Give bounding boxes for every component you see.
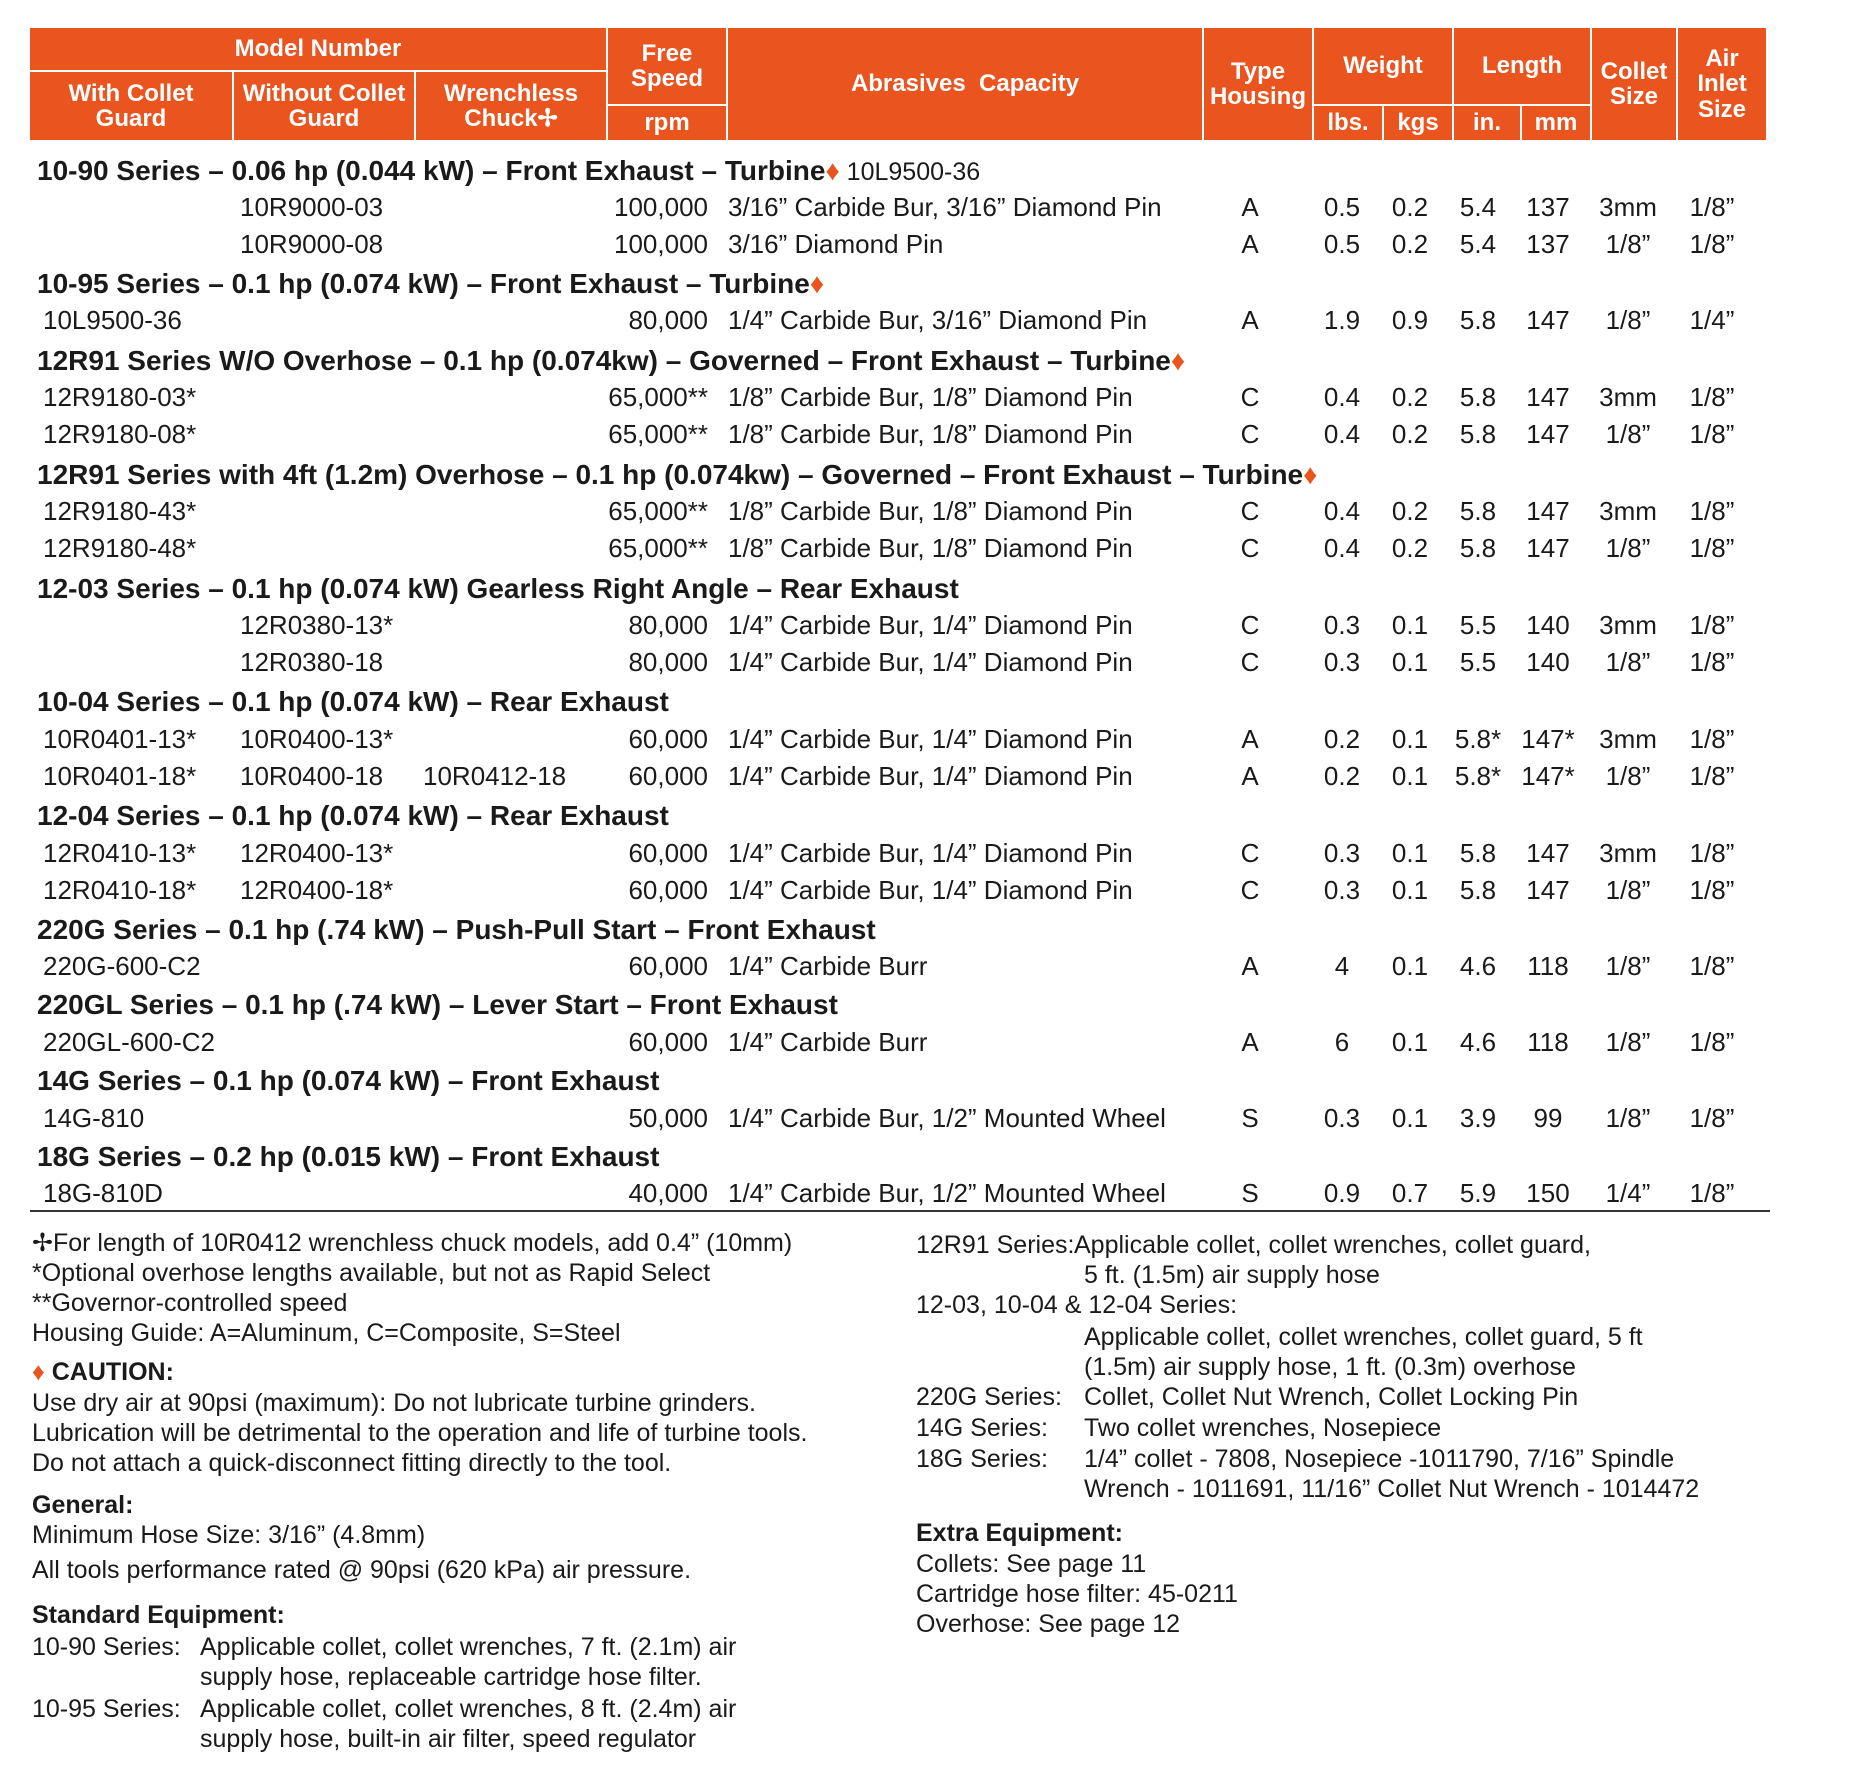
cell-collet: 3mm <box>1599 724 1657 754</box>
cell-without: 12R0400-13* <box>240 838 394 868</box>
cell-abrasives: 1/8” Carbide Bur, 1/8” Diamond Pin <box>728 533 1133 563</box>
cell-housing: A <box>1241 305 1259 335</box>
cell-without: 10R9000-03 <box>240 192 384 222</box>
general-heading: General: <box>32 1491 134 1519</box>
cell-abrasives: 3/16” Diamond Pin <box>728 229 944 259</box>
series-title: 14G Series – 0.1 hp (0.074 kW) – Front Exhaust <box>37 1065 660 1096</box>
cell-in: 4.6 <box>1459 951 1497 981</box>
cell-collet: 3mm <box>1599 382 1657 412</box>
cell-mm: 147 <box>1526 382 1570 412</box>
std-label: 10-90 Series: <box>32 1633 181 1661</box>
cell-speed: 65,000** <box>608 533 708 563</box>
cell-with: 12R9180-08* <box>43 419 197 449</box>
cell-collet: 1/8” <box>1605 761 1651 791</box>
cell-kgs: 0.1 <box>1391 647 1429 677</box>
cell-air: 1/8” <box>1689 875 1735 905</box>
cell-lbs: 1.9 <box>1323 305 1361 335</box>
std-label: 12-03, 10-04 & 12-04 Series: <box>916 1291 1238 1319</box>
cell-kgs: 0.1 <box>1391 724 1429 754</box>
cell-in: 5.8 <box>1459 419 1497 449</box>
cell-air: 1/8” <box>1689 610 1735 640</box>
cell-collet: 1/8” <box>1605 647 1651 677</box>
caution-line: Do not attach a quick-disconnect fitting directly to the tool. <box>32 1449 672 1477</box>
std-text: supply hose, replaceable cartridge hose filter. <box>200 1663 702 1691</box>
cell-lbs: 0.2 <box>1323 724 1361 754</box>
cell-air: 1/8” <box>1689 419 1735 449</box>
diamond-icon: ♦ <box>1170 345 1186 376</box>
caution-line: Use dry air at 90psi (maximum): Do not lubricate turbine grinders. <box>32 1389 756 1417</box>
table-row <box>0 229 1849 265</box>
header-free-speed: Free Speed <box>608 28 726 104</box>
note-overhose: *Optional overhose lengths available, but not as Rapid Select <box>32 1259 711 1287</box>
note-governor: **Governor-controlled speed <box>32 1289 348 1317</box>
header-abrasives-capacity: Abrasives Capacity <box>728 28 1202 140</box>
diamond-icon: ♦ <box>32 1358 45 1386</box>
cell-abrasives: 1/4” Carbide Burr <box>728 1027 928 1057</box>
header-mm: mm <box>1522 106 1590 140</box>
cell-abrasives: 1/4” Carbide Bur, 1/4” Diamond Pin <box>728 647 1133 677</box>
cell-in: 5.5 <box>1459 647 1497 677</box>
table-row <box>0 761 1849 797</box>
general-line: All tools performance rated @ 90psi (620 kPa) air pressure. <box>32 1556 692 1584</box>
cell-collet: 3mm <box>1599 838 1657 868</box>
series-title: 220G Series – 0.1 hp (.74 kW) – Push-Pull Start – Front Exhaust <box>37 914 876 945</box>
cell-collet: 1/4” <box>1605 1178 1651 1208</box>
cell-housing: A <box>1241 1027 1259 1057</box>
cell-collet: 1/8” <box>1605 875 1651 905</box>
series-title: 10-90 Series – 0.06 hp (0.044 kW) – Front Exhaust – Turbine♦ 10L9500-36 <box>37 155 981 186</box>
cell-housing: C <box>1240 647 1260 677</box>
cell-with: 12R9180-48* <box>43 533 197 563</box>
cell-with: 10L9500-36 <box>43 305 182 335</box>
cell-air: 1/8” <box>1689 1178 1735 1208</box>
series-title: 12R91 Series W/O Overhose – 0.1 hp (0.074kw) – Governed – Front Exhaust – Turbine♦ <box>37 345 1186 376</box>
standard-equipment-heading: Standard Equipment: <box>32 1601 285 1629</box>
std-text: Applicable collet, collet wrenches, collet guard, 5 ft <box>1084 1323 1643 1351</box>
cell-speed: 100,000 <box>614 192 708 222</box>
cell-collet: 3mm <box>1599 192 1657 222</box>
cell-housing: A <box>1241 192 1259 222</box>
cell-speed: 40,000 <box>628 1178 708 1208</box>
cell-abrasives: 3/16” Carbide Bur, 3/16” Diamond Pin <box>728 192 1162 222</box>
cell-abrasives: 1/4” Carbide Bur, 1/4” Diamond Pin <box>728 838 1133 868</box>
cell-abrasives: 1/4” Carbide Bur, 1/2” Mounted Wheel <box>728 1178 1166 1208</box>
table-row <box>0 610 1849 646</box>
cell-collet: 3mm <box>1599 496 1657 526</box>
cell-with: 220G-600-C2 <box>43 951 201 981</box>
cell-kgs: 0.1 <box>1391 951 1429 981</box>
std-label: 14G Series: <box>916 1414 1049 1442</box>
cell-in: 5.8 <box>1459 382 1497 412</box>
header-with-collet-guard: With Collet Guard <box>30 72 232 140</box>
caution-line: Lubrication will be detrimental to the operation and life of turbine tools. <box>32 1419 808 1447</box>
cell-mm: 118 <box>1527 951 1569 981</box>
series-title: 18G Series – 0.2 hp (0.015 kW) – Front Exhaust <box>37 1141 660 1172</box>
cell-speed: 65,000** <box>608 496 708 526</box>
diamond-icon: ♦ <box>825 155 840 186</box>
std-text: 1/4” collet - 7808, Nosepiece -1011790, 7/16” Spindle <box>1084 1445 1675 1473</box>
cell-air: 1/8” <box>1689 951 1735 981</box>
cell-housing: C <box>1240 838 1260 868</box>
cell-kgs: 0.2 <box>1391 533 1429 563</box>
std-label: 220G Series: <box>916 1383 1062 1411</box>
cell-in: 5.9 <box>1459 1178 1497 1208</box>
cell-mm: 147 <box>1526 419 1570 449</box>
cell-lbs: 0.3 <box>1323 875 1361 905</box>
std-text: Two collet wrenches, Nosepiece <box>1084 1414 1442 1442</box>
cell-abrasives: 1/4” Carbide Bur, 3/16” Diamond Pin <box>728 305 1148 335</box>
cell-in: 5.8* <box>1454 761 1502 791</box>
cell-housing: C <box>1240 875 1260 905</box>
cell-in: 4.6 <box>1459 1027 1497 1057</box>
cell-air: 1/8” <box>1689 1027 1735 1057</box>
cell-speed: 65,000** <box>608 382 708 412</box>
header-lbs: lbs. <box>1314 106 1382 140</box>
cell-in: 5.8 <box>1459 838 1497 868</box>
cell-with: 12R9180-03* <box>43 382 197 412</box>
cell-collet: 1/8” <box>1605 1103 1651 1133</box>
table-row <box>0 647 1849 683</box>
cell-in: 5.4 <box>1459 229 1497 259</box>
cell-speed: 60,000 <box>628 951 708 981</box>
note-housing-guide: Housing Guide: A=Aluminum, C=Composite, S=Steel <box>32 1319 621 1347</box>
std-label: 18G Series: <box>916 1445 1049 1473</box>
cell-housing: C <box>1240 610 1260 640</box>
cell-mm: 137 <box>1526 229 1570 259</box>
cell-with: 14G-810 <box>43 1103 145 1133</box>
cell-mm: 147 <box>1526 875 1570 905</box>
cell-kgs: 0.1 <box>1391 1103 1429 1133</box>
cell-with: 10R0401-18* <box>43 761 197 791</box>
cell-lbs: 0.4 <box>1323 533 1361 563</box>
cell-air: 1/8” <box>1689 229 1735 259</box>
series-title: 10-04 Series – 0.1 hp (0.074 kW) – Rear Exhaust <box>37 686 669 717</box>
cell-speed: 80,000 <box>628 647 708 677</box>
table-row <box>0 1027 1849 1063</box>
cell-air: 1/8” <box>1689 647 1735 677</box>
std-text: Applicable collet, collet wrenches, 7 ft. (2.1m) air <box>200 1633 737 1661</box>
std-text: Wrench - 1011691, 11/16” Collet Nut Wrench - 1014472 <box>1084 1475 1700 1503</box>
cell-collet: 1/8” <box>1605 229 1651 259</box>
cell-kgs: 0.1 <box>1391 610 1429 640</box>
cell-speed: 50,000 <box>628 1103 708 1133</box>
cell-mm: 118 <box>1527 1027 1569 1057</box>
cell-mm: 99 <box>1533 1103 1563 1133</box>
table-row <box>0 1103 1849 1139</box>
cell-collet: 1/8” <box>1605 419 1651 449</box>
series-title: 12-03 Series – 0.1 hp (0.074 kW) Gearless Right Angle – Rear Exhaust <box>37 573 959 604</box>
std-text: Applicable collet, collet wrenches, collet guard, <box>1074 1231 1591 1259</box>
extra-line: Overhose: See page 12 <box>916 1610 1181 1638</box>
cell-lbs: 0.4 <box>1323 496 1361 526</box>
cell-kgs: 0.2 <box>1391 382 1429 412</box>
std-text: Collet, Collet Nut Wrench, Collet Locking Pin <box>1084 1383 1579 1411</box>
series-title: 12R91 Series with 4ft (1.2m) Overhose – 0.1 hp (0.074kw) – Governed – Front Exhaust – Turbine♦ <box>37 459 1318 490</box>
table-row <box>0 875 1849 911</box>
cell-without: 12R0400-18* <box>240 875 394 905</box>
cell-kgs: 0.2 <box>1391 419 1429 449</box>
page-link[interactable]: 12 <box>1152 1610 1181 1638</box>
cell-mm: 140 <box>1526 647 1570 677</box>
table-row <box>0 951 1849 987</box>
cell-lbs: 0.3 <box>1323 647 1361 677</box>
cell-with: 12R0410-13* <box>43 838 197 868</box>
cell-abrasives: 1/4” Carbide Bur, 1/2” Mounted Wheel <box>728 1103 1166 1133</box>
cell-air: 1/8” <box>1689 838 1735 868</box>
cell-in: 5.8 <box>1459 533 1497 563</box>
cell-air: 1/8” <box>1689 761 1735 791</box>
header-type-housing: Type Housing <box>1204 28 1312 140</box>
table-row <box>0 724 1849 760</box>
cell-in: 5.8 <box>1459 875 1497 905</box>
cell-kgs: 0.7 <box>1391 1178 1429 1208</box>
diamond-icon: ♦ <box>809 268 825 299</box>
cell-speed: 100,000 <box>614 229 708 259</box>
cell-collet: 3mm <box>1599 610 1657 640</box>
extra-line: Collets: See page 11 <box>916 1550 1147 1578</box>
header-kgs: kgs <box>1384 106 1452 140</box>
cell-collet: 1/8” <box>1605 1027 1651 1057</box>
cell-without: 12R0380-13* <box>240 610 394 640</box>
header-without-collet-guard: Without Collet Guard <box>234 72 414 140</box>
cell-housing: S <box>1241 1178 1259 1208</box>
cell-kgs: 0.1 <box>1391 1027 1429 1057</box>
cell-speed: 60,000 <box>628 1027 708 1057</box>
cell-without: 12R0380-18 <box>240 647 384 677</box>
cell-housing: C <box>1240 496 1260 526</box>
cell-abrasives: 1/8” Carbide Bur, 1/8” Diamond Pin <box>728 382 1133 412</box>
cell-abrasives: 1/4” Carbide Bur, 1/4” Diamond Pin <box>728 875 1133 905</box>
cell-mm: 147* <box>1521 724 1575 754</box>
caution-heading: ♦ CAUTION: <box>32 1358 174 1386</box>
cell-air: 1/4” <box>1689 305 1735 335</box>
std-label: 10-95 Series: <box>32 1695 181 1723</box>
cell-lbs: 0.5 <box>1323 192 1361 222</box>
cell-air: 1/8” <box>1689 724 1735 754</box>
cell-without: 10R0400-13* <box>240 724 394 754</box>
cell-lbs: 0.3 <box>1323 610 1361 640</box>
cell-mm: 147 <box>1526 533 1570 563</box>
cell-in: 5.5 <box>1459 610 1497 640</box>
cell-lbs: 0.9 <box>1323 1178 1361 1208</box>
std-label: 12R91 Series: <box>916 1231 1075 1259</box>
table-row <box>0 419 1849 455</box>
cell-speed: 60,000 <box>628 724 708 754</box>
cell-housing: A <box>1241 724 1259 754</box>
cell-kgs: 0.1 <box>1391 875 1429 905</box>
std-text: 5 ft. (1.5m) air supply hose <box>1084 1261 1380 1289</box>
table-row <box>0 1178 1849 1214</box>
cell-air: 1/8” <box>1689 1103 1735 1133</box>
cell-abrasives: 1/4” Carbide Bur, 1/4” Diamond Pin <box>728 724 1133 754</box>
cell-speed: 80,000 <box>628 610 708 640</box>
cell-speed: 80,000 <box>628 305 708 335</box>
series-title: 12-04 Series – 0.1 hp (0.074 kW) – Rear Exhaust <box>37 800 669 831</box>
cell-abrasives: 1/8” Carbide Bur, 1/8” Diamond Pin <box>728 419 1133 449</box>
cell-air: 1/8” <box>1689 382 1735 412</box>
cell-lbs: 6 <box>1334 1027 1350 1057</box>
cell-air: 1/8” <box>1689 533 1735 563</box>
series-title: 220GL Series – 0.1 hp (.74 kW) – Lever Start – Front Exhaust <box>37 989 838 1020</box>
header-model-number: Model Number <box>30 28 606 70</box>
cell-with: 18G-810D <box>43 1178 163 1208</box>
cell-mm: 147 <box>1526 305 1570 335</box>
cell-kgs: 0.2 <box>1391 229 1429 259</box>
header-rpm: rpm <box>608 106 726 140</box>
divider <box>30 1210 1770 1212</box>
cell-lbs: 0.4 <box>1323 419 1361 449</box>
header-length: Length <box>1454 28 1590 104</box>
cell-speed: 60,000 <box>628 838 708 868</box>
header-weight: Weight <box>1314 28 1452 104</box>
cell-mm: 147* <box>1521 761 1575 791</box>
std-text: (1.5m) air supply hose, 1 ft. (0.3m) overhose <box>1084 1353 1576 1381</box>
header-collet-size: Collet Size <box>1592 28 1676 140</box>
cell-lbs: 4 <box>1334 951 1350 981</box>
cell-kgs: 0.1 <box>1391 838 1429 868</box>
cell-speed: 60,000 <box>628 761 708 791</box>
cell-abrasives: 1/4” Carbide Bur, 1/4” Diamond Pin <box>728 761 1133 791</box>
cell-housing: A <box>1241 229 1259 259</box>
cell-kgs: 0.9 <box>1391 305 1429 335</box>
cell-without: 10R0400-18 <box>240 761 384 791</box>
cell-mm: 147 <box>1526 838 1570 868</box>
cell-abrasives: 1/8” Carbide Bur, 1/8” Diamond Pin <box>728 496 1133 526</box>
cell-in: 5.4 <box>1459 192 1497 222</box>
table-row <box>0 838 1849 874</box>
cell-collet: 1/8” <box>1605 305 1651 335</box>
cell-housing: C <box>1240 382 1260 412</box>
cell-mm: 150 <box>1526 1178 1570 1208</box>
cell-in: 5.8 <box>1459 496 1497 526</box>
cell-kgs: 0.2 <box>1391 496 1429 526</box>
cell-with: 220GL-600-C2 <box>43 1027 215 1057</box>
cell-with: 10R0401-13* <box>43 724 197 754</box>
cell-housing: A <box>1241 761 1259 791</box>
table-row <box>0 305 1849 341</box>
note-wrenchless: ✢For length of 10R0412 wrenchless chuck models, add 0.4” (10mm) <box>32 1229 793 1257</box>
cell-with: 12R0410-18* <box>43 875 197 905</box>
cell-air: 1/8” <box>1689 192 1735 222</box>
cell-collet: 1/8” <box>1605 951 1651 981</box>
cell-in: 5.8* <box>1454 724 1502 754</box>
extra-line: Cartridge hose filter: 45-0211 <box>916 1580 1238 1608</box>
diamond-icon: ♦ <box>1303 459 1318 490</box>
cell-abrasives: 1/4” Carbide Burr <box>728 951 928 981</box>
cell-mm: 140 <box>1526 610 1570 640</box>
cell-housing: C <box>1240 533 1260 563</box>
cell-air: 1/8” <box>1689 496 1735 526</box>
cell-lbs: 0.2 <box>1323 761 1361 791</box>
general-line: Minimum Hose Size: 3/16” (4.8mm) <box>32 1521 426 1549</box>
cell-housing: A <box>1241 951 1259 981</box>
cell-without: 10R9000-08 <box>240 229 384 259</box>
cell-kgs: 0.2 <box>1391 192 1429 222</box>
cell-lbs: 0.3 <box>1323 838 1361 868</box>
table-row <box>0 382 1849 418</box>
header-air-inlet-size: Air Inlet Size <box>1678 28 1766 140</box>
cell-lbs: 0.5 <box>1323 229 1361 259</box>
std-text: supply hose, built-in air filter, speed regulator <box>200 1725 697 1753</box>
cell-abrasives: 1/4” Carbide Bur, 1/4” Diamond Pin <box>728 610 1133 640</box>
cell-collet: 1/8” <box>1605 533 1651 563</box>
table-row <box>0 533 1849 569</box>
cell-in: 5.8 <box>1459 305 1497 335</box>
cell-speed: 60,000 <box>628 875 708 905</box>
series-title: 10-95 Series – 0.1 hp (0.074 kW) – Front Exhaust – Turbine♦ <box>37 268 825 299</box>
cell-mm: 147 <box>1526 496 1570 526</box>
cell-lbs: 0.3 <box>1323 1103 1361 1133</box>
cell-in: 3.9 <box>1459 1103 1497 1133</box>
cell-mm: 137 <box>1526 192 1570 222</box>
cell-speed: 65,000** <box>608 419 708 449</box>
header-wrenchless-chuck: Wrenchless Chuck✢ <box>416 72 606 140</box>
cell-kgs: 0.1 <box>1391 761 1429 791</box>
table-row <box>0 496 1849 532</box>
cell-with: 12R9180-43* <box>43 496 197 526</box>
cell-wrenchless: 10R0412-18 <box>423 761 567 791</box>
cell-lbs: 0.4 <box>1323 382 1361 412</box>
cell-housing: S <box>1241 1103 1259 1133</box>
cell-housing: C <box>1240 419 1260 449</box>
page-link[interactable]: 11 <box>1120 1550 1147 1578</box>
extra-equipment-heading: Extra Equipment: <box>916 1519 1123 1547</box>
table-row <box>0 192 1849 228</box>
header-in: in. <box>1454 106 1520 140</box>
std-text: Applicable collet, collet wrenches, 8 ft. (2.4m) air <box>200 1695 737 1723</box>
